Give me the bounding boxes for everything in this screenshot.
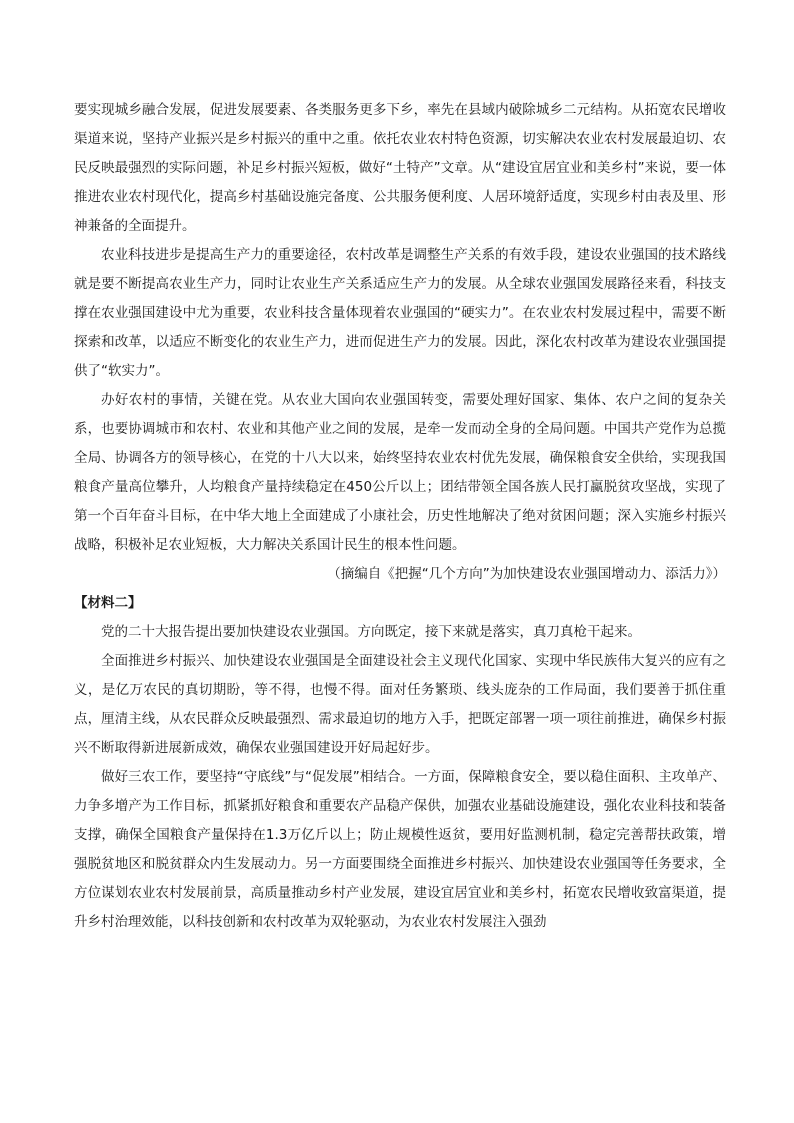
material-2-paragraph-2: 全面推进乡村振兴、加快建设农业强国是全面建设社会主义现代化国家、实现中华民族伟大复兴的应有之义，是亿万农民的真切期盼，等不得，也慢不得。面对任务繁琐、线头庞杂的工作局面，我们要善于抓住重点，厘清主线，从农民群众反映最强烈、需求最迫切的地方入手，把既定部署一项一项往前推进，确保乡村振兴不断取得新进展新成效，确保农业强国建设开好局起好步。	[74, 653, 726, 756]
body-paragraph-2: 农业科技进步是提高生产力的重要途径，农村改革是调整生产关系的有效手段，建设农业强国的技术路线就是要不断提高农业生产力，同时让农业生产关系适应生产力的发展。从全球农业强国发展路径来看，科技支撑在农业强国建设中尤为重要，农业科技含量体现着农业强国的“硬实力”。在农业农村发展过程中，需要不断探索和改革，以适应不断变化的农业生产力，进而促进生产力的发展。因此，深化农村改革为建设农业强国提供了“软实力”。	[74, 247, 726, 379]
body-paragraph-1: 要实现城乡融合发展，促进发展要素、各类服务更多下乡，率先在县域内破除城乡二元结构。从拓宽农民增收渠道来说，坚持产业振兴是乡村振兴的重中之重。依托农业农村特色资源，切实解决农业农村发展最迫切、农民反映最强烈的实际问题，补足乡村振兴短板，做好“土特产”文章。从“建设宜居宜业和美乡村”来说，要一体推进农业农村现代化，提高乡村基础设施完备度、公共服务便利度、人居环境舒适度，实现乡村由表及里、形神兼备的全面提升。	[74, 102, 726, 234]
source-citation: （摘编自《把握“几个方向”为加快建设农业强国增动力、添活力》）	[327, 566, 726, 582]
material-2-paragraph-1: 党的二十大报告提出要加快建设农业强国。方向既定，接下来就是落实，真刀真枪干起来。	[101, 624, 641, 640]
document-body	[74, 96, 726, 937]
material-2-paragraph-3: 做好三农工作，要坚持“守底线”与“促发展”相结合。一方面，保障粮食安全，要以稳住面积、主攻单产、力争多增产为工作目标，抓紧抓好粮食和重要农产品稳产保供，加强农业基础设施建设，强化农业科技和装备支撑，确保全国粮食产量保持在1.3万亿斤以上；防止规模性返贫，要用好监测机制，稳定完善帮扶政策，增强脱贫地区和脱贫群众内生发展动力。另一方面要围绕全面推进乡村振兴、加快建设农业强国等任务要求，全方位谋划农业农村发展前景，高质量推动乡村产业发展，建设宜居宜业和美乡村，拓宽农民增收致富渠道，提升乡村治理效能，以科技创新和农村改革为双轮驱动，为农业农村发展注入强劲	[74, 769, 726, 930]
body-paragraph-3: 办好农村的事情，关键在党。从农业大国向农业强国转变，需要处理好国家、集体、农户之间的复杂关系，也要协调城市和农村、农业和其他产业之间的发展，是牵一发而动全身的全局问题。中国共产党作为总揽全局、协调各方的领导核心，在党的十八大以来，始终坚持农业农村优先发展，确保粮食安全供给，实现我国粮食产量高位攀升，人均粮食产量持续稳定在450公斤以上；团结带领全国各族人民打赢脱贫攻坚战，实现了第一个百年奋斗目标，在中华大地上全面建成了小康社会，历史性地解决了绝对贫困问题；深入实施乡村振兴战略，积极补足农业短板，大力解决关系国计民生的根本性问题。	[74, 392, 726, 553]
material-2-heading: 【材料二】	[74, 595, 142, 611]
